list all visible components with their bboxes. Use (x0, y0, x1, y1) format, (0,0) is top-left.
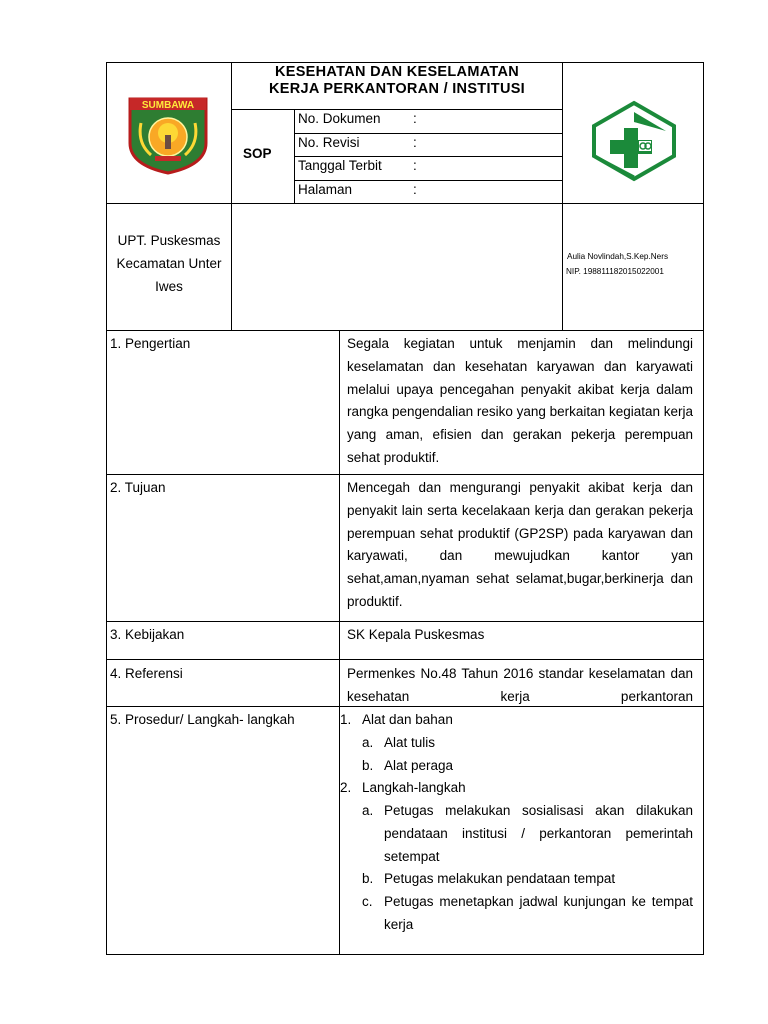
procedure-group-title: Langkah-langkah (362, 780, 466, 795)
title-line-2: KERJA PERKANTORAN / INSTITUSI (268, 81, 526, 97)
sop-label: SOP (243, 146, 272, 161)
list-item-marker: a. (362, 803, 374, 818)
crest-banner-text: SUMBAWA (141, 100, 195, 111)
meta-label-tanggal-terbit: Tanggal Terbit (298, 158, 382, 173)
meta-label-revisi: No. Revisi (298, 135, 360, 150)
meta-colon: : (413, 158, 417, 173)
procedure-group-number: 1. (340, 712, 352, 727)
meta-colon: : (413, 111, 417, 126)
puskesmas-emblem-logo (590, 100, 678, 182)
page-title (232, 64, 562, 98)
list-item: Alat peraga (384, 758, 454, 773)
section-label-tujuan: 2. Tujuan (110, 480, 166, 495)
section-text-tujuan: Mencegah dan mengurangi penyakit akibat kerja dan penyakit lain serta kecelakaan kerja dan gerakan pekerja perempuan sehat produktif (GP2SP) pada karyawan dan karyawati, dan mewujudkan kantor yan sehat,aman,nyaman sehat selamat,bugar,berkinerja dan produktif. (347, 480, 693, 609)
meta-label-dokumen: No. Dokumen (298, 111, 381, 126)
institution-line-1: UPT. Puskesmas (117, 233, 221, 248)
signatory-name: Aulia Novlindah,S.Kep.Ners (567, 252, 669, 261)
section-text-kebijakan: SK Kepala Puskesmas (347, 627, 485, 642)
section-label-prosedur: 5. Prosedur/ Langkah- langkah (110, 712, 295, 727)
referensi-text: Permenkes No.48 Tahun 2016 standar keselamatan dan kesehatan kerja perkantoran (347, 666, 693, 704)
list-item-marker: b. (362, 758, 374, 773)
section-label-pengertian: 1. Pengertian (110, 336, 191, 351)
section-text-pengertian: Segala kegiatan untuk menjamin dan melindungi keselamatan dan kesehatan karyawan dan karyawati melalui upaya pencegahan penyakit akibat kerja dalam rangka pengendalian resiko yang berkaitan kegiatan kerja yang aman, efisien dan gerakan pekerja perempuan sehat produktif. (347, 336, 693, 465)
list-item: Petugas menetapkan jadwal kunjungan ke tempat kerja (384, 894, 693, 932)
list-item-marker: c. (362, 894, 373, 909)
list-item-marker: b. (362, 871, 374, 886)
list-item: Petugas melakukan pendataan tempat (384, 871, 616, 886)
title-line-1: KESEHATAN DAN KESELAMATAN (274, 64, 520, 80)
signatory-nip: NIP. 198811182015022001 (566, 267, 664, 276)
institution-line-2: Kecamatan Unter (116, 255, 222, 271)
sumbawa-crest-logo (127, 95, 209, 175)
meta-colon: : (413, 135, 417, 150)
section-label-referensi: 4. Referensi (110, 666, 183, 681)
meta-label-halaman: Halaman (298, 182, 353, 197)
institution-line-3: Iwes (155, 278, 183, 294)
list-item: Petugas melakukan sosialisasi akan dilakukan pendataan institusi / perkantoran pemerintah setempat (384, 803, 693, 864)
procedure-group-title: Alat dan bahan (362, 712, 453, 727)
institution-name (107, 230, 231, 298)
list-item-marker: a. (362, 735, 374, 750)
section-label-kebijakan: 3. Kebijakan (110, 627, 185, 642)
meta-colon: : (413, 182, 417, 197)
procedure-group-number: 2. (340, 780, 352, 795)
signature-block (566, 249, 700, 279)
list-item: Alat tulis (384, 735, 436, 750)
section-text-referensi (347, 663, 693, 709)
